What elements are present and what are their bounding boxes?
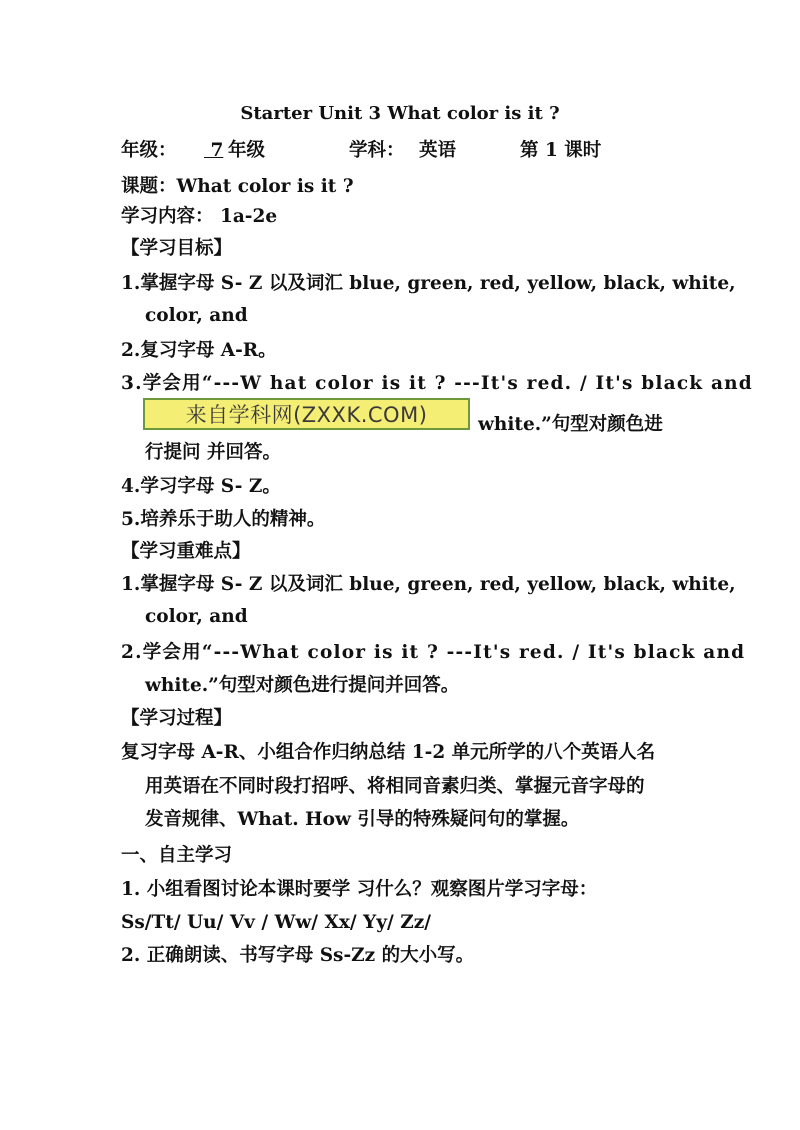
objective-4: 4.学习字母 S- Z。 [121,476,281,497]
grade-label: 年级： [121,140,177,161]
process-line-1: 复习字母 A-R、小组合作归纳总结 1-2 单元所学的八个英语人名 [121,742,656,763]
subject-value: 英语 [419,140,457,161]
objective-3-line-1: 3.学会用“---W hat color is it ? ---It's red. / It's black and [121,373,753,394]
watermark-logo: 来自学科网(ZXXK.COM) [143,398,470,430]
self-study-item-2: 2. 正确朗读、书写字母 Ss-Zz 的大小写。 [121,945,475,966]
process-line-2: 用英语在不同时段打招呼、将相同音素归类、掌握元音字母的 [145,776,645,797]
section-objectives-heading: 【学习目标】 [121,238,233,259]
topic: 课题：What color is it ? [121,176,354,197]
letters-list: Ss/Tt/ Uu/ Vv / Ww/ Xx/ Yy/ Zz/ [121,912,431,933]
objective-3-line-3: 行提问 并回答。 [145,442,281,463]
grade-value: 7 [210,140,224,161]
document-title: Starter Unit 3 What color is it ? [240,103,560,124]
keypoint-2-line-1: 2.学会用“---What color is it ? ---It's red. / It's black and [121,642,746,663]
objective-1-line-2: color, and [145,305,248,326]
objective-5: 5.培养乐于助人的精神。 [121,509,326,530]
keypoint-1-line-2: color, and [145,606,248,627]
self-study-heading: 一、自主学习 [121,845,233,866]
grade-unit: 年级 [228,140,266,161]
section-process-heading: 【学习过程】 [121,708,233,729]
keypoint-2-line-2: white.”句型对颜色进行提问并回答。 [145,675,460,696]
objective-3-line-2: white.”句型对颜色进 [478,414,663,435]
learning-content: 学习内容： 1a-2e [121,206,278,227]
self-study-item-1: 1. 小组看图讨论本课时要学 习什么？观察图片学习字母： [121,879,598,900]
subject-label: 学科： [349,140,405,161]
period: 第 1 课时 [520,140,602,161]
keypoint-1-line-1: 1.掌握字母 S- Z 以及词汇 blue, green, red, yellow, black, white, [121,574,736,595]
process-line-3: 发音规律、What. How 引导的特殊疑问句的掌握。 [145,809,580,830]
objective-2: 2.复习字母 A-R。 [121,340,277,361]
section-keypoints-heading: 【学习重难点】 [121,541,251,562]
objective-1-line-1: 1.掌握字母 S- Z 以及词汇 blue, green, red, yellow, black, white, [121,273,736,294]
